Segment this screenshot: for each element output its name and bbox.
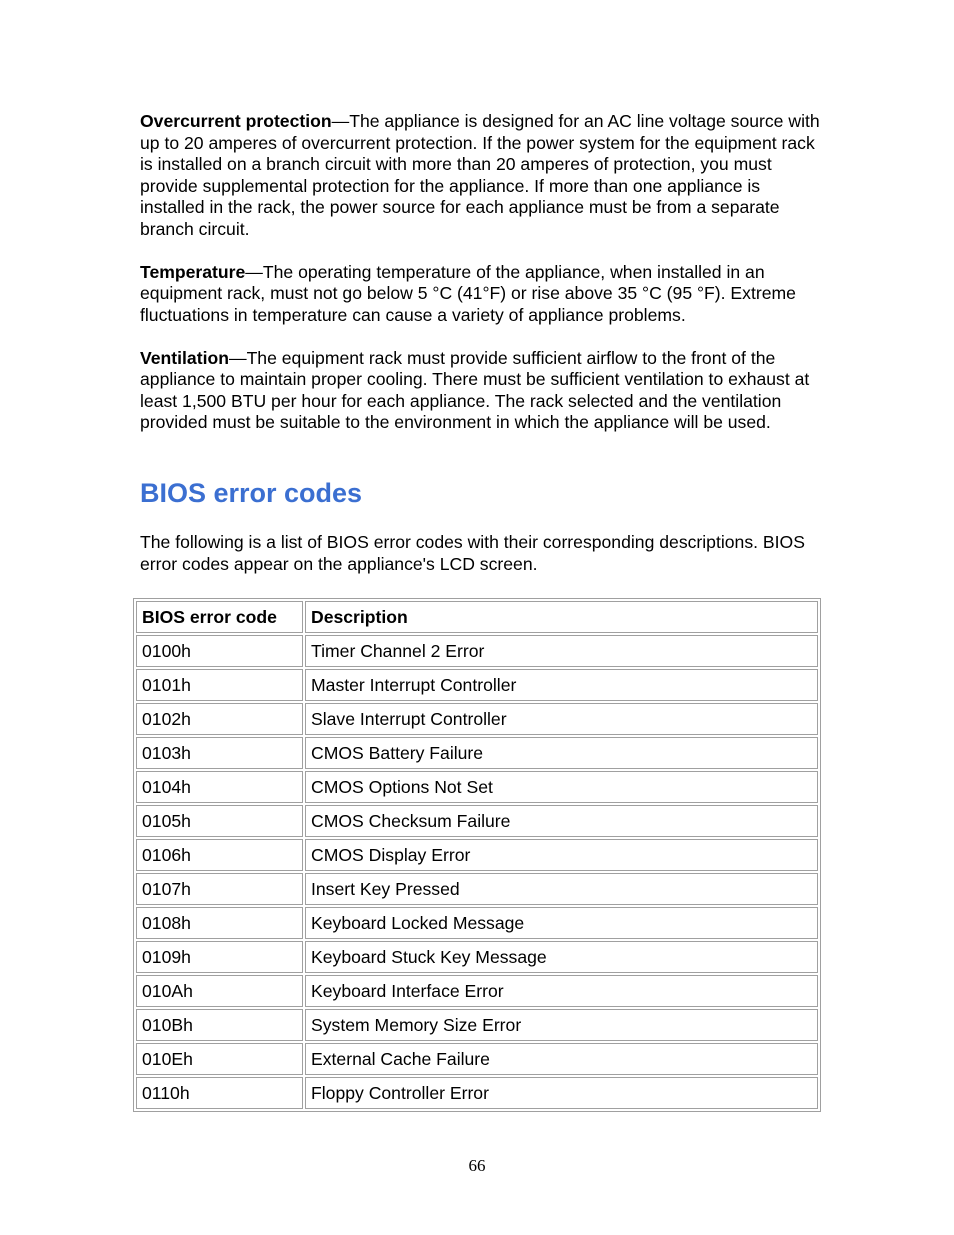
error-code-cell: 0109h [136, 941, 303, 973]
error-code-cell: 0102h [136, 703, 303, 735]
table-row [136, 805, 818, 837]
description-cell: Timer Channel 2 Error [305, 635, 818, 667]
error-code-cell: 0106h [136, 839, 303, 871]
error-code-cell: 0108h [136, 907, 303, 939]
error-code-cell: 0105h [136, 805, 303, 837]
column-header-description: Description [305, 601, 818, 633]
bios-error-code-table [133, 598, 821, 1112]
document-body [140, 111, 820, 574]
error-code-table-wrapper [133, 598, 821, 1112]
table-row [136, 941, 818, 973]
table-row [136, 1043, 818, 1075]
description-cell: CMOS Options Not Set [305, 771, 818, 803]
description-cell: Keyboard Stuck Key Message [305, 941, 818, 973]
table-row [136, 907, 818, 939]
table-body [136, 635, 818, 1109]
error-code-cell: 010Eh [136, 1043, 303, 1075]
error-code-cell: 0100h [136, 635, 303, 667]
table-row [136, 771, 818, 803]
error-code-cell: 010Ah [136, 975, 303, 1007]
paragraph-term: Temperature [140, 261, 246, 282]
error-code-cell: 0101h [136, 669, 303, 701]
description-cell: CMOS Checksum Failure [305, 805, 818, 837]
paragraph-term: Overcurrent protection [140, 111, 332, 131]
paragraph-text: —The appliance is designed for an AC line voltage source with up to 20 amperes of overcurrent protection. If the power system for the equipment rack is installed on a branch circuit with more than 20 amperes of protection, you must provide supplemental protection for the appliance. If more than one appliance is installed in the rack, the power source for each appliance must be from a separate branch circuit. [140, 111, 820, 239]
error-code-cell: 0103h [136, 737, 303, 769]
section-intro: The following is a list of BIOS error codes with their corresponding descriptions. BIOS error codes appear on the appliance's LCD screen. [140, 532, 805, 574]
paragraph-text: —The equipment rack must provide sufficient airflow to the front of the appliance to maintain proper cooling. There must be sufficient ventilation to exhaust at least 1,500 BTU per hour for each appliance. The rack selected and the ventilation provided must be suitable to the environment in which the appliance will be used. [140, 347, 810, 432]
description-cell: Insert Key Pressed [305, 873, 818, 905]
table-row [136, 873, 818, 905]
description-cell: CMOS Display Error [305, 839, 818, 871]
table-header-row [136, 601, 818, 633]
table-row [136, 1009, 818, 1041]
description-cell: Keyboard Interface Error [305, 975, 818, 1007]
description-cell: CMOS Battery Failure [305, 737, 818, 769]
error-code-cell: 0104h [136, 771, 303, 803]
table-row [136, 975, 818, 1007]
table-row [136, 839, 818, 871]
page-number: 66 [468, 1156, 486, 1175]
table-row [136, 703, 818, 735]
table-row [136, 1077, 818, 1109]
description-cell: Keyboard Locked Message [305, 907, 818, 939]
table-row [136, 635, 818, 667]
paragraph-term: Ventilation [140, 347, 229, 368]
description-cell: Floppy Controller Error [305, 1077, 818, 1109]
error-code-cell: 0110h [136, 1077, 303, 1109]
description-cell: Master Interrupt Controller [305, 669, 818, 701]
table-row [136, 669, 818, 701]
section-heading: BIOS error codes [140, 478, 363, 508]
error-code-cell: 010Bh [136, 1009, 303, 1041]
overcurrent-paragraph [140, 111, 820, 240]
table-row [136, 737, 818, 769]
description-cell: System Memory Size Error [305, 1009, 818, 1041]
description-cell: Slave Interrupt Controller [305, 703, 818, 735]
description-cell: External Cache Failure [305, 1043, 818, 1075]
ventilation-paragraph [140, 348, 820, 434]
temperature-paragraph [140, 262, 820, 327]
paragraph-text: —The operating temperature of the appliance, when installed in an equipment rack, must not go below 5 °C (41°F) or rise above 35 °C (95 °F). Extreme fluctuations in temperature can cause a variety of appliance problems. [140, 261, 796, 325]
column-header-code: BIOS error code [136, 601, 303, 633]
error-code-cell: 0107h [136, 873, 303, 905]
